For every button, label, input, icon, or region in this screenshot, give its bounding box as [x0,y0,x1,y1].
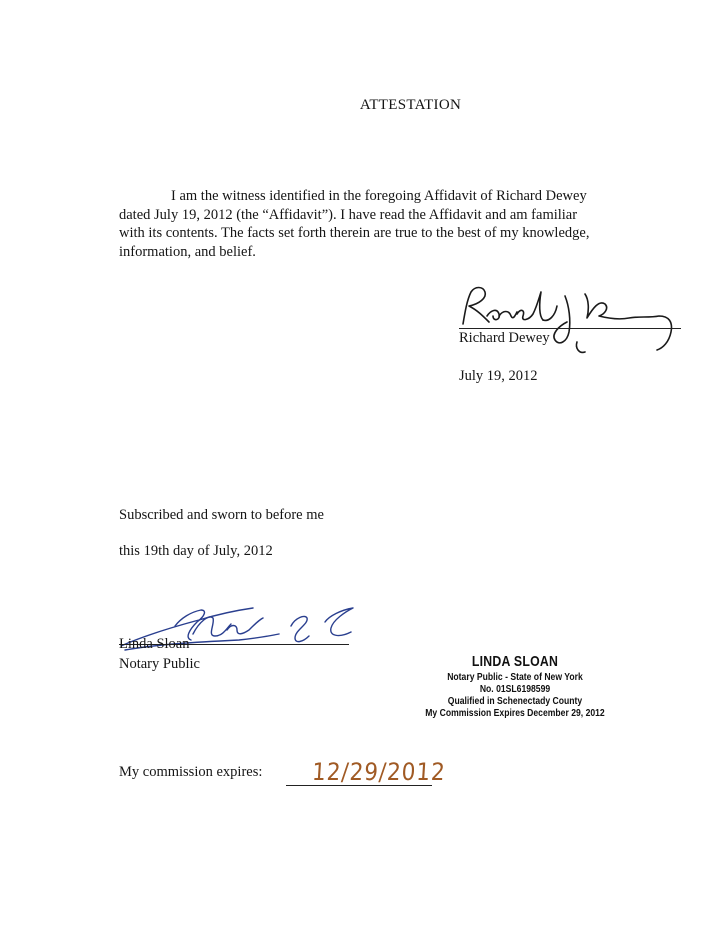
witness-name: Richard Dewey [459,330,550,346]
commission-expires-label: My commission expires: [119,764,263,780]
notary-name: Linda Sloan [119,636,190,652]
witness-date: July 19, 2012 [459,368,538,384]
document-title: ATTESTATION [359,97,462,113]
notary-stamp [425,653,605,719]
stamp-line-2: No. 01SL6198599 [479,683,551,695]
jurat-line-1: Subscribed and sworn to before me [119,507,324,523]
stamp-line-3: Qualified in Schenectady County [447,695,583,707]
witness-signature-block [459,276,689,396]
attestation-paragraph [119,187,606,261]
stamp-name: LINDA SLOAN [471,653,559,670]
stamp-line-1: Notary Public - State of New York [447,671,583,683]
witness-signature-line [459,328,681,329]
notary-title: Notary Public [119,656,200,672]
commission-handwritten-date: 12/29/2012 [311,758,447,786]
jurat-line-2: this 19th day of July, 2012 [119,543,273,559]
attestation-text: I am the witness identified in the foregoing Affidavit of Richard Dewey dated July 19, 2012 (the “Affidavit”). I have read the Affidavit and am familiar with its contents. The facts set forth therein are true to the best of my knowledge, information, and belief. [119,188,590,260]
stamp-line-4: My Commission Expires December 29, 2012 [425,707,605,719]
notary-signature-block [119,600,379,690]
